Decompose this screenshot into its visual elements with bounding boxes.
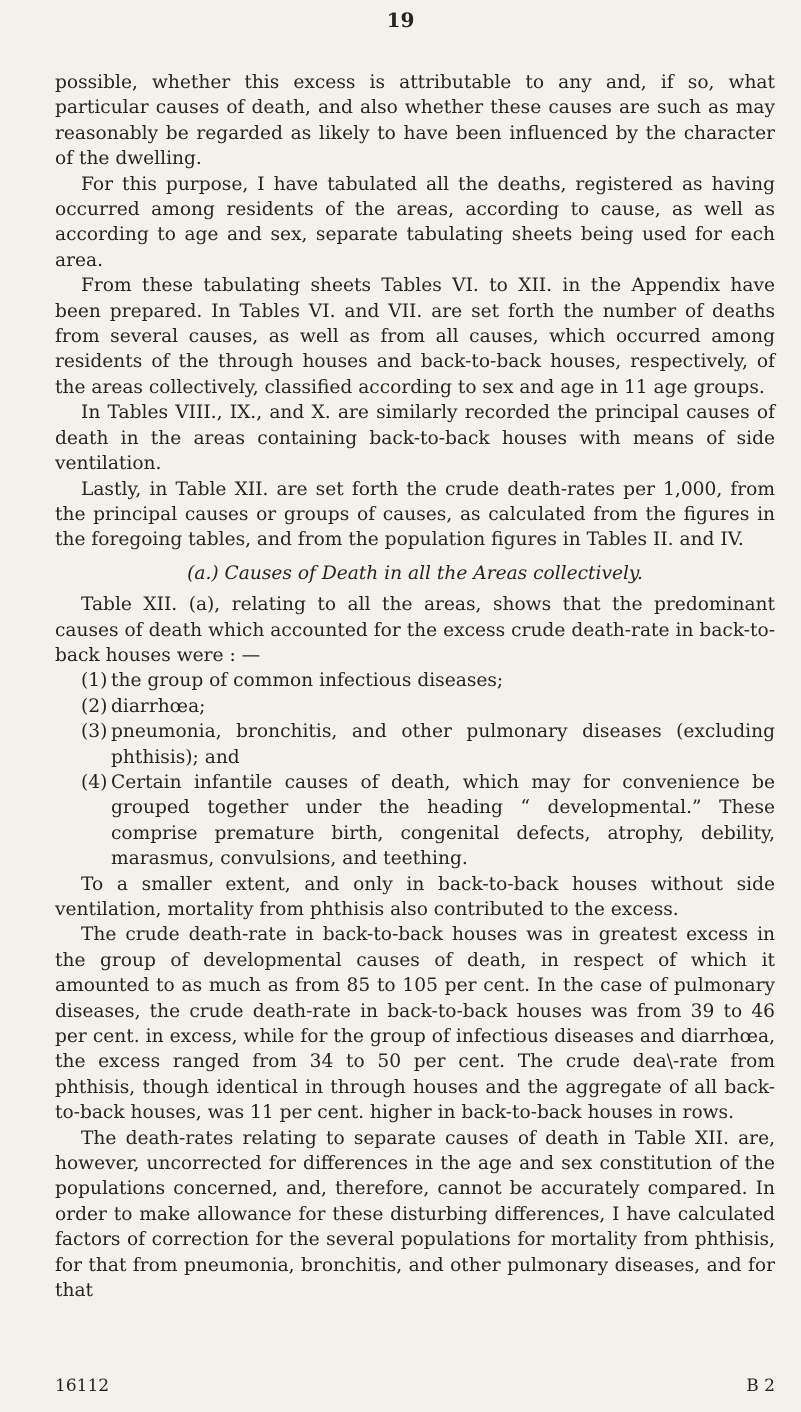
list-item — [81, 770, 775, 872]
paragraph-9: The death-rates relating to separate causes of death in Table XII. are, however, uncorrected for differences in the age and sex constitution of the populations concerned, and, therefore, cannot be accurately compared. In order to make allowance for these disturbing differences, I have calculated factors of correction for the several populations for mortality from phthisis, for that from pneumonia, bronchitis, and other pulmonary diseases, and for that — [55, 1127, 775, 1302]
section-heading-a: (a.) Causes of Death in all the Areas collectively. — [187, 562, 643, 584]
paragraph-6: Table XII. (a), relating to all the areas, shows that the predominant causes of death which accounted for the excess crude death-rate in back-to-back houses were : — — [55, 594, 775, 666]
page-number: 19 — [386, 8, 415, 32]
footer-print-number: 16112 — [55, 1376, 110, 1396]
page-footer — [55, 1376, 775, 1396]
paragraph-7: To a smaller extent, and only in back-to-back houses without side ventilation, mortality from phthisis also contributed to the excess. — [55, 873, 775, 920]
list-item-number: (2) — [81, 695, 108, 717]
list-item-text: diarrhœa; — [111, 695, 206, 717]
list-item-text: pneumonia, bronchitis, and other pulmonary diseases (excluding phthisis); and — [111, 721, 775, 768]
list-item-text: Certain infantile causes of death, which may for convenience be grouped together under the heading “ developmental.” These comprise premature birth, congenital defects, atrophy, debility, marasmus, convulsions, and teething. — [111, 771, 775, 870]
body-text — [55, 70, 775, 1304]
list-item — [81, 668, 775, 693]
paragraph-4: In Tables VIII., IX., and X. are similarly recorded the principal causes of death in the areas containing back-to-back houses with means of side ventilation. — [55, 402, 775, 475]
paragraph-3: From these tabulating sheets Tables VI. to XII. in the Appendix have been prepared. In Tables VI. and VII. are set forth the number of deaths from several causes, as well as from all causes, which occurred among residents of the through houses and back-to-back houses, respectively, of the areas collectively, classified according to sex and age in 11 age groups. — [55, 275, 775, 398]
list-item-number: (4) — [81, 771, 108, 793]
paragraph-1: possible, whether this excess is attributable to any and, if so, what particular causes of death, and also whether these causes are such as may reasonably be regarded as likely to have been influenced by the character of the dwelling. — [55, 72, 775, 170]
list-item-number: (3) — [81, 721, 108, 743]
causes-list — [55, 668, 775, 871]
list-item-text: the group of common infectious diseases; — [111, 670, 504, 692]
footer-signature-mark: B 2 — [746, 1376, 775, 1396]
paragraph-8: The crude death-rate in back-to-back houses was in greatest excess in the group of developmental causes of death, in respect of which it amounted to as much as from 85 to 105 per cent. In the case of pulmonary diseases, the crude death-rate in back-to-back houses was from 39 to 46 per cent. in excess, while for the group of infectious diseases and diarrhœa, the excess ranged from 34 to 50 per cent. The crude dea\-rate from phthisis, though identical in through houses and the aggregate of all back-to-back houses, was 11 per cent. higher in back-to-back houses in rows. — [55, 924, 775, 1124]
paragraph-2: For this purpose, I have tabulated all the deaths, registered as having occurred among residents of the areas, according to cause, as well as according to age and sex, separate tabulating sheets being used for each area. — [55, 173, 775, 271]
list-item — [81, 719, 775, 770]
list-item — [81, 694, 775, 719]
list-item-number: (1) — [81, 670, 108, 692]
paragraph-5: Lastly, in Table XII. are set forth the crude death-rates per 1,000, from the principal causes or groups of causes, as calculated from the figures in the foregoing tables, and from the population figures in Tables II. and IV. — [55, 478, 775, 551]
